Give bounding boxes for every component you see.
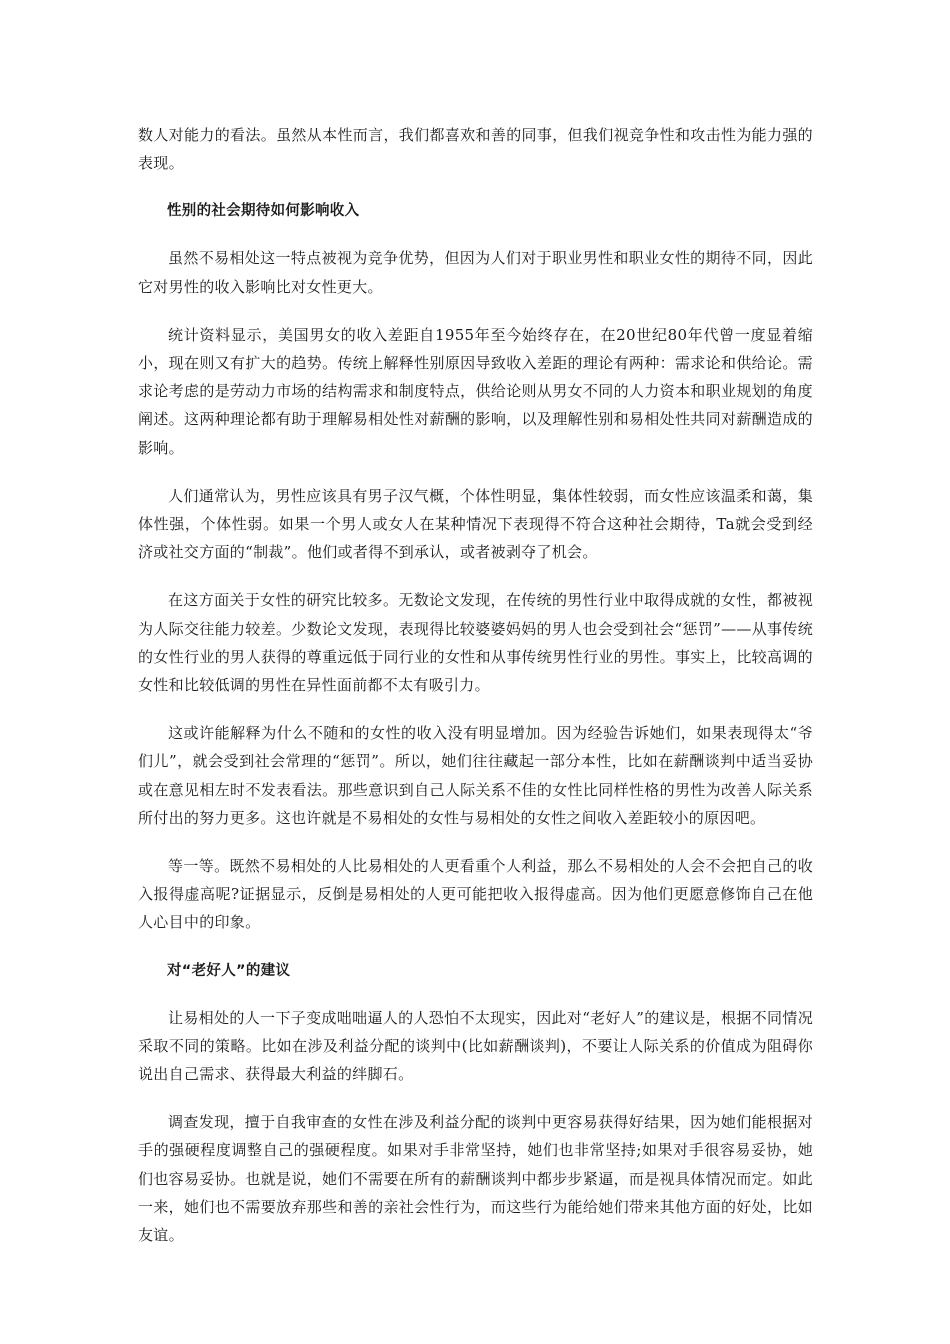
paragraph: 虽然不易相处这一特点被视为竞争优势，但因为人们对于职业男性和职业女性的期待不同，因此它对男性的收入影响比对女性更大。 — [138, 249, 813, 296]
paragraph: 这或许能解释为什么不随和的女性的收入没有明显增加。因为经验告诉她们，如果表现得太“爷们儿”，就会受到社会常理的“惩罚”。所以，她们往往藏起一部分本性，比如在薪酬谈判中适当妥协或在意见相左时不发表看法。那些意识到自己人际关系不佳的女性比同样性格的男性为改善人际关系所付出的努力更多。这也许就是不易相处的女性与易相处的女性之间收入差距较小的原因吧。 — [138, 724, 813, 827]
paragraph: 让易相处的人一下子变成咄咄逼人的人恐怕不太现实，因此对“老好人”的建议是，根据不同情况采取不同的策略。比如在涉及利益分配的谈判中(比如薪酬谈判)，不要让人际关系的价值成为阻碍你说出自己需求、获得最大利益的绊脚石。 — [138, 1008, 813, 1084]
paragraph: 数人对能力的看法。虽然从本性而言，我们都喜欢和善的同事，但我们视竞争性和攻击性为能力强的表现。 — [138, 126, 813, 173]
paragraph: 统计资料显示，美国男女的收入差距自1955年至今始终存在，在20世纪80年代曾一度显着缩小，现在则又有扩大的趋势。传统上解释性别原因导致收入差距的理论有两种：需求论和供给论。需求论考虑的是劳动力市场的结构需求和制度特点，供给论则从男女不同的人力资本和职业规划的角度阐述。这两种理论都有助于理解易相处性对薪酬的影响，以及理解性别和易相处性共同对薪酬造成的影响。 — [138, 325, 813, 457]
document-body — [138, 121, 813, 1269]
section-heading: 性别的社会期待如何影响收入 — [167, 203, 360, 220]
paragraph: 等一等。既然不易相处的人比易相处的人更看重个人利益，那么不易相处的人会不会把自己的收入报得虚高呢?证据显示，反倒是易相处的人更可能把收入报得虚高。因为他们更愿意修饰自己在他人心目中的印象。 — [138, 857, 813, 932]
paragraph: 人们通常认为，男性应该具有男子汉气概，个体性明显，集体性较弱，而女性应该温柔和蔼，集体性强，个体性弱。如果一个男人或女人在某种情况下表现得不符合这种社会期待，Ta就会受到经济或社交方面的“制裁”。他们或者得不到承认，或者被剥夺了机会。 — [138, 486, 813, 562]
paragraph: 在这方面关于女性的研究比较多。无数论文发现，在传统的男性行业中取得成就的女性，都被视为人际交往能力较差。少数论文发现，表现得比较婆婆妈妈的男人也会受到社会“惩罚”——从事传统的女性行业的男人获得的尊重远低于同行业的女性和从事传统男性行业的男性。事实上，比较高调的女性和比较低调的男性在异性面前都不太有吸引力。 — [138, 591, 813, 695]
section-heading: 对“老好人”的建议 — [167, 962, 291, 979]
paragraph: 调查发现，擅于自我审查的女性在涉及利益分配的谈判中更容易获得好结果，因为她们能根据对手的强硬程度调整自己的强硬程度。如果对手非常坚持，她们也非常坚持;如果对手很容易妥协，她们也容易妥协。也就是说，她们不需要在所有的薪酬谈判中都步步紧逼，而是视具体情况而定。如此一来，她们也不需要放弃那些和善的亲社会性行为，而这些行为能给她们带来其他方面的好处，比如友谊。 — [138, 1113, 813, 1245]
